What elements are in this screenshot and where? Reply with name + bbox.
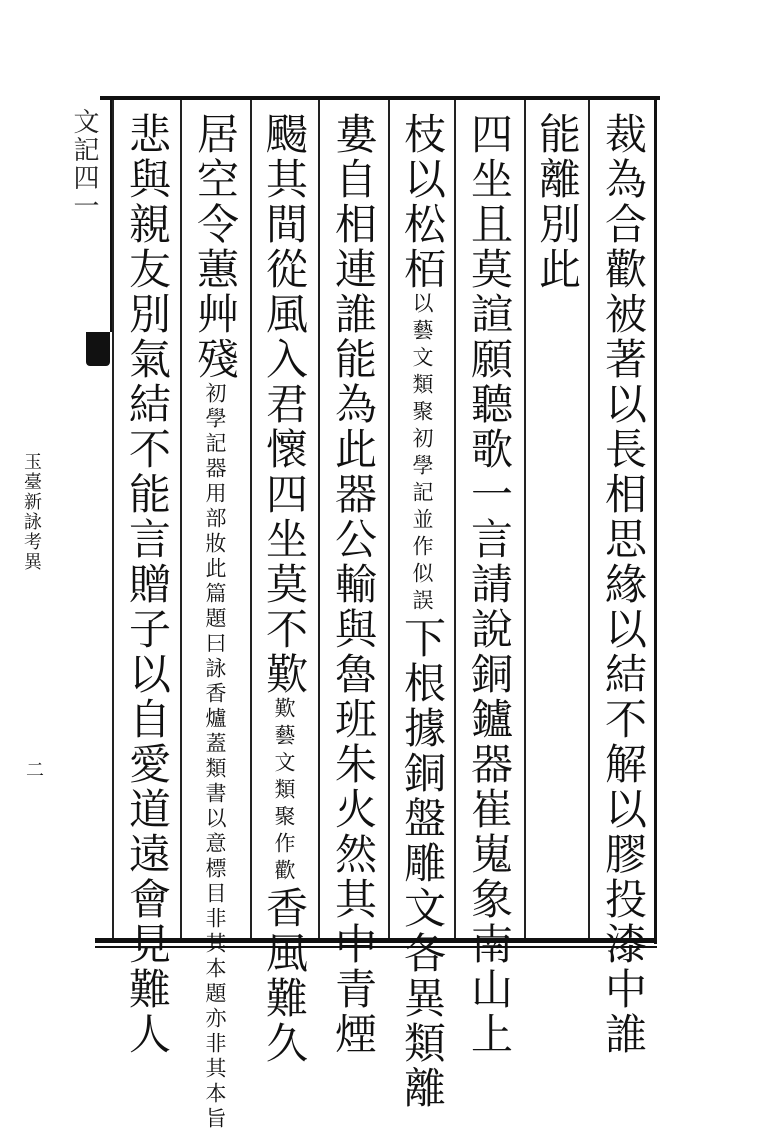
book-title: 玉臺新詠考異 [21, 452, 42, 572]
text-column-4 [396, 112, 448, 1111]
text-column-8 [121, 112, 173, 1057]
column-separator [112, 100, 114, 938]
column-separator [524, 100, 526, 938]
column-separator [454, 100, 456, 938]
note-line-left: 類書以意標目非其本題亦非其本旨 [203, 757, 227, 1132]
main-text: 能離別此 [533, 112, 582, 292]
column-separator [388, 100, 390, 938]
main-text: 颺其間從風入君懷四坐莫不歎 [260, 112, 309, 697]
column-separator [180, 100, 182, 938]
frame-right-border [654, 96, 657, 944]
main-text: 四坐且莫諠願聽歌一言請說銅鑪器崔嵬象南山上 [465, 112, 514, 1057]
text-column-5 [327, 112, 379, 1057]
frame-top-border [100, 96, 660, 100]
note-line-left: 聚作歡 [272, 805, 296, 886]
main-text: 悲與親友別氣結不能言贈子以自愛道遠會見難人 [123, 112, 172, 1057]
column-separator [588, 100, 590, 938]
column-separator [318, 100, 320, 938]
annotation-note [396, 292, 448, 616]
main-text: 香風難久 [260, 886, 309, 1066]
note-line-right: 以藝文類聚初 [410, 292, 434, 454]
main-text: 居空令蕙艸殘 [191, 112, 240, 382]
text-column-6 [258, 112, 310, 1066]
text-column-1 [597, 112, 649, 1057]
main-text: 下根據銅盤雕文各異類離 [398, 616, 447, 1111]
text-column-3 [463, 112, 515, 1057]
main-text: 枝以松栢 [398, 112, 447, 292]
edge-characters: 文記四一 [69, 108, 99, 220]
main-text: 婁自相連誰能為此器公輸與魯班朱火然其中青煙 [329, 112, 378, 1057]
note-line-left: 學記並作似誤 [410, 454, 434, 616]
annotation-note [258, 697, 310, 886]
fishtail-mark [86, 332, 110, 366]
note-line-right: 初學記器用部妝此篇題曰詠香爐蓋 [203, 382, 227, 757]
annotation-note [189, 382, 241, 1132]
note-line-right: 歎藝文類 [272, 697, 296, 805]
column-separator [250, 100, 252, 938]
page-number: 二 [23, 760, 44, 778]
text-column-2 [531, 112, 583, 292]
main-text: 裁為合歡被著以長相思緣以結不解以膠投漆中誰 [599, 112, 648, 1057]
text-column-7 [189, 112, 241, 1132]
